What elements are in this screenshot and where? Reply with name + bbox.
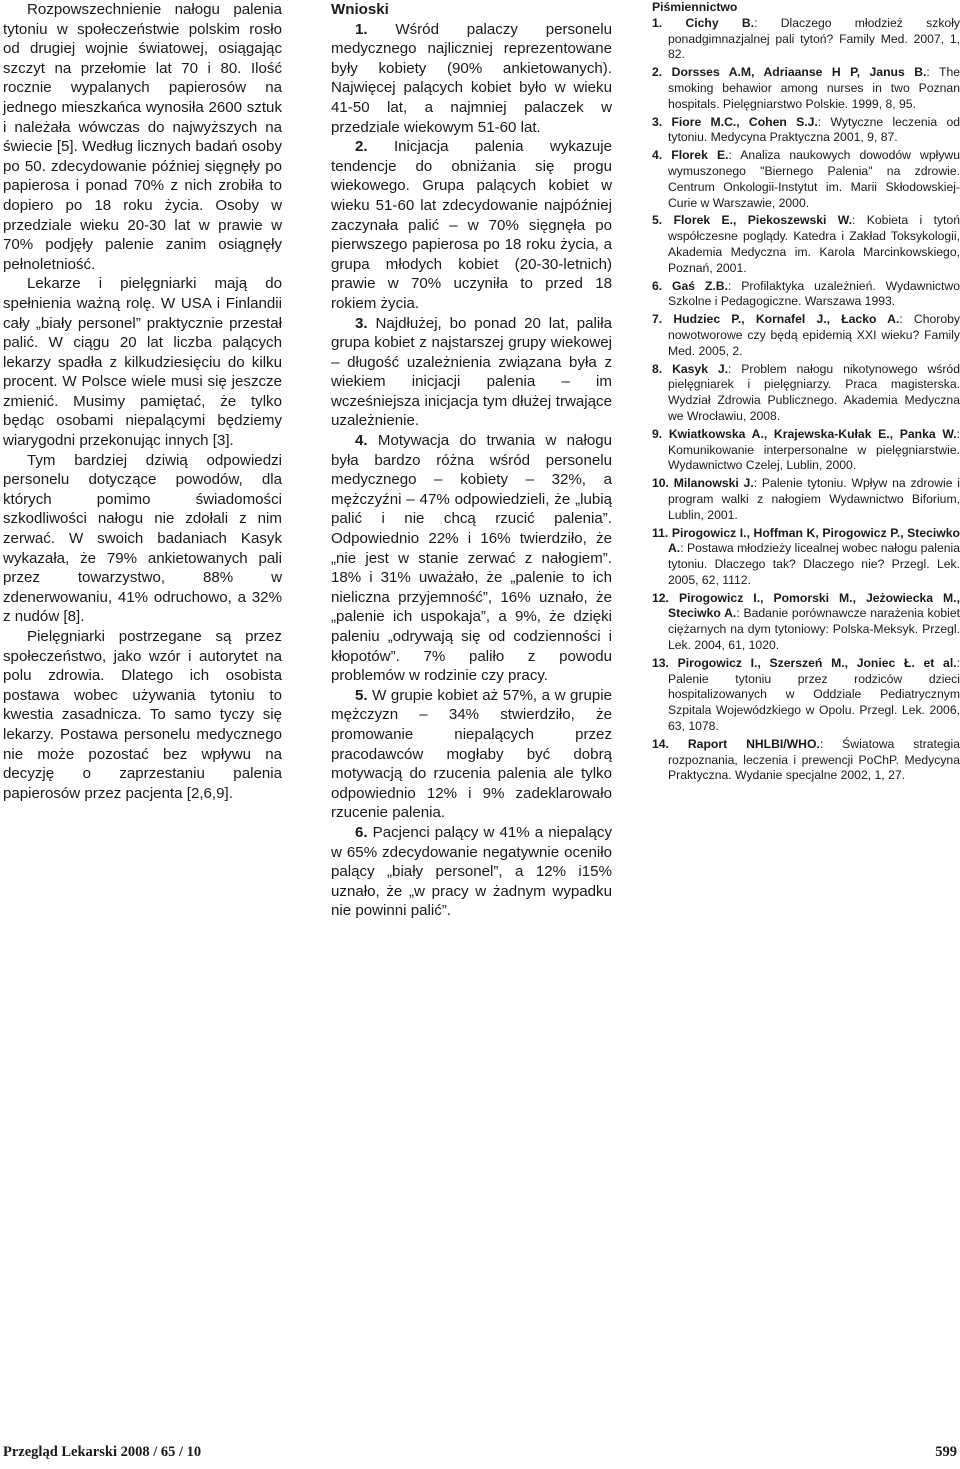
reference-item	[652, 591, 960, 654]
reference-number: 4.	[652, 148, 663, 163]
reference-text: : Badanie porównawcze narażenia kobiet ciężarnych na dym tytoniowy: Polska-Meksyk. Przegl. Lek. 2004, 61, 1020.	[668, 606, 960, 653]
reference-text: : Palenie tytoniu. Wpływ na zdrowie i program walki z nałogiem Wydawnictwo Biforium, Lublin, 2001.	[668, 476, 960, 522]
conclusion-number: 5.	[355, 686, 368, 704]
left-column	[3, 0, 282, 803]
body-paragraph: Rozpowszechnienie nałogu palenia tytoniu w społeczeństwie polskim rosło od drugiej wojnie światowej, osiągając szczyt na przełomie lat 70 i 80. Ilość rocznie wypalanych papierosów na jednego mieszkańca wynosiła 2600 sztuk i należała wówczas do najwyższych na świecie [5]. Według licznych badań osoby po 50. zdecydowanie później sięgnęły po papierosa i ponad 70% z nich zrobiła to dopiero po 18 roku życia. Osoby w przedziale wieku 20-30 lat w prawie w 70% podjęły palenie zanim osiągnęły pełnoletniość.	[3, 1, 282, 273]
reference-item	[652, 115, 960, 147]
reference-authors: Kwiatkowska A., Krajewska-Kułak E., Panka W.	[668, 426, 957, 441]
references-heading: Piśmiennictwo	[652, 0, 738, 14]
conclusion-text: Motywacja do trwania w nałogu była bardzo różna wśród personelu medycznego – kobiety – 32%, a mężczyźni – 47% odpowiedzieli, że „lubią palić i nie chcą rzucić palenia”. Odpowiednio 22% i 16% twierdziło, że „nie jest w stanie zerwać z nałogiem”. 18% i 31% uważało, że „palenie to ich nieliczna przyjemność”, 16% uznało, że „palenie ich uspokaja”, a 9%, że dzięki paleniu „odrywają się od codzienności i kłopotów”. 7% paliło z powodu problemów w rodzinie czy pracy.	[331, 432, 612, 685]
reference-number: 14.	[652, 736, 669, 751]
conclusion-number: 2.	[355, 138, 368, 156]
conclusion-number: 4.	[355, 432, 368, 450]
conclusions-heading: Wnioski	[331, 1, 389, 18]
reference-item	[652, 65, 960, 112]
conclusion-text: Najdłużej, bo ponad 20 lat, paliła grupa kobiet z najstarszej grupy wiekowej – długość uzależnienia związana była z wiekiem inicjacji palenia – im wcześniejsza inicjacja tym dłużej trwające uzależnienie.	[331, 314, 612, 430]
reference-authors: Gaś Z.B.	[672, 278, 728, 293]
conclusion-item	[331, 314, 612, 432]
reference-text: : Problem nałogu nikotynowego wśród pielęgniarek i pielęgniarzy. Praca magisterska. Wydział Zdrowia Publicznego. Akademia Medyczna we Wrocławiu, 2008.	[668, 361, 960, 423]
reference-authors: Pirogowicz I., Pomorski M., Jeżowiecka M., Steciwko A.	[668, 590, 960, 621]
conclusion-number: 1.	[355, 20, 368, 38]
reference-number: 10.	[652, 476, 669, 491]
reference-item	[652, 526, 960, 589]
reference-text: : Analiza naukowych dowodów wpływu wymuszonego "Biernego Palenia" na zdrowie. Centrum Onkologii-Instytut im. Marii Skłodowskiej-Curie w Warszawie, 2000.	[668, 148, 960, 210]
conclusion-text: Inicjacja palenia wykazuje tendencje do obniżania się progu wiekowego. Grupa palących kobiet w wieku 51-60 lat zdecydowanie najpóźniej zaczynała palić – w 70% sięgnęła po pierwszego papierosa po 18 roku życia, a grupa młodych kobiet (20-30-letnich) prawie w 70% uczyniła to przed 18 rokiem życia.	[331, 138, 612, 312]
reference-authors: Florek E.	[671, 148, 729, 163]
reference-text: : The smoking behawior among nurses in two Poznan hospitals. Pielęgniarstwo Polskie. 1999, 8, 95.	[668, 65, 960, 111]
reference-number: 12.	[652, 590, 669, 605]
reference-number: 3.	[652, 114, 663, 129]
references-column	[652, 0, 960, 786]
reference-number: 7.	[652, 312, 663, 327]
reference-number: 1.	[652, 15, 663, 30]
reference-item	[652, 213, 960, 276]
reference-text: : Postawa młodzieży licealnej wobec nałogu palenia tytoniu. Dlaczego tak? Dlaczego nie? Przegl. Lek. 2005, 62, 1112.	[668, 541, 960, 587]
body-paragraph: Pielęgniarki postrzegane są przez społeczeństwo, jako wzór i autorytet na polu zdrowia. Dlatego ich osobista postawa wobec używania tytoniu to kwestia zasadnicza. To samo tyczy się lekarzy. Postawa personelu medycznego nie może pozostać bez wpływu na decyzję o zaprzestaniu palenia papierosów przez pacjenta [2,6,9].	[3, 628, 282, 802]
reference-authors: Pirogowicz I., Hoffman K, Pirogowicz P., Steciwko A.	[668, 525, 960, 556]
reference-list	[652, 16, 960, 784]
reference-text: : Profilaktyka uzależnień. Wydawnictwo Szkolne i Pedagogiczne. Warszawa 1993.	[668, 278, 960, 309]
reference-authors: Pirogowicz I., Szerszeń M., Joniec Ł. et al.	[677, 655, 957, 670]
conclusion-text: Pacjenci palący w 41% a niepalący w 65% zdecydowanie negatywnie oceniło palący „biały personel”, a 12% i15% uznało, że „w pracy w żadnym wypadku nie powinni palić”.	[331, 823, 612, 920]
reference-number: 6.	[652, 278, 663, 293]
reference-text: : Komunikowanie interpersonalne w pielęgniarstwie. Wydawnictwo Czelej, Lublin, 2000.	[668, 426, 960, 473]
reference-text: : Dlaczego młodzież szkoły ponadgimnazjalnej pali tytoń? Family Med. 2007, 1, 82.	[668, 15, 960, 62]
reference-text: : Choroby nowotworowe czy będą epidemią XXI wieku? Family Med. 2005, 2.	[668, 312, 960, 358]
reference-item	[652, 476, 960, 523]
reference-authors: Cichy B.	[685, 15, 755, 30]
reference-number: 2.	[652, 65, 663, 80]
reference-number: 9.	[652, 426, 663, 441]
conclusion-text: Wśród palaczy personelu medycznego najliczniej reprezentowane były kobiety (90% ankietowanych). Najwięcej palących kobiet było w wieku 41-50 lat, a najmniej palaczek w przedziale wiekowym 51-60 lat.	[331, 20, 612, 136]
reference-item	[652, 427, 960, 474]
conclusion-number: 6.	[355, 823, 368, 841]
reference-authors: Fiore M.C., Cohen S.J.	[671, 114, 818, 129]
reference-item	[652, 16, 960, 63]
conclusions-column	[331, 0, 612, 921]
reference-authors: Raport NHLBI/WHO.	[687, 736, 820, 751]
reference-number: 8.	[652, 361, 663, 376]
reference-authors: Florek E., Piekoszewski W.	[673, 213, 852, 228]
reference-item	[652, 312, 960, 359]
reference-item	[652, 656, 960, 735]
reference-authors: Dorsses A.M, Adriaanse H P, Janus B.	[671, 65, 927, 80]
conclusion-item	[331, 431, 612, 686]
conclusion-item	[331, 686, 612, 823]
reference-authors: Kasyk J.	[672, 361, 729, 376]
reference-item	[652, 737, 960, 784]
reference-item	[652, 279, 960, 311]
reference-number: 13.	[652, 655, 669, 670]
reference-text: : Wytyczne leczenia od tytoniu. Medycyna Praktyczna 2001, 9, 87.	[668, 114, 960, 145]
reference-text: : Kobieta i tytoń współczesne poglądy. Katedra i Zakład Toksykologii, Akademia Medyczna im. Karola Marcinkowskiego, Poznań, 2001.	[668, 213, 960, 275]
body-paragraph: Tym bardziej dziwią odpowiedzi personelu dotyczące powodów, dla których pomimo świadomości szkodliwości nałogu nie zdołali z nim zerwać. W swoich badaniach Kasyk wykazała, że 79% ankietowanych pali przez towarzystwo, 88% w zdenerwowaniu, 41% odruchowo, a 32% z nudów [8].	[3, 451, 282, 626]
body-paragraph: Lekarze i pielęgniarki mają do spełnienia ważną rolę. W USA i Finlandii cały „biały personel” praktycznie przestał palić. W ciągu 20 lat liczba palących lekarzy spadła z kilkudziesięciu do kilku procent. W Polsce wiele musi się jeszcze zmienić. Musimy pamiętać, że tylko będąc osobami niepalącymi będziemy wiarygodni przekonując innych [3].	[3, 275, 282, 450]
reference-item	[652, 148, 960, 211]
reference-text: : Palenie tytoniu przez rodziców dzieci hospitalizowanych w Oddziale Pediatrycznym Szpitala Wojewódzkiego w Opolu. Przegl. Lek. 2006, 63, 1078.	[668, 655, 960, 734]
reference-number: 5.	[652, 213, 663, 228]
page-number: 599	[935, 1444, 957, 1460]
conclusion-text: W grupie kobiet aż 57%, a w grupie mężczyzn – 34% stwierdziło, że promowanie niepalących przez pracodawców mogłaby być dobrą motywacją do rzucenia palenia ale tylko odpowiednio 12% i 9% zadeklarowało rzucenie palenia.	[331, 686, 612, 822]
reference-authors: Hudziec P., Kornafel J., Łacko A.	[673, 312, 900, 327]
conclusion-item	[331, 823, 612, 921]
journal-footer: Przegląd Lekarski 2008 / 65 / 10	[3, 1444, 202, 1460]
reference-item	[652, 362, 960, 425]
reference-text: : Światowa strategia rozpoznania, leczenia i prewencji PoChP. Medycyna Praktyczna. Wydanie specjalne 2002, 1, 27.	[668, 736, 960, 783]
conclusion-number: 3.	[355, 314, 368, 332]
conclusion-item	[331, 20, 612, 138]
reference-number: 11.	[652, 525, 669, 540]
reference-authors: Milanowski J.	[673, 476, 754, 491]
conclusion-item	[331, 137, 612, 313]
